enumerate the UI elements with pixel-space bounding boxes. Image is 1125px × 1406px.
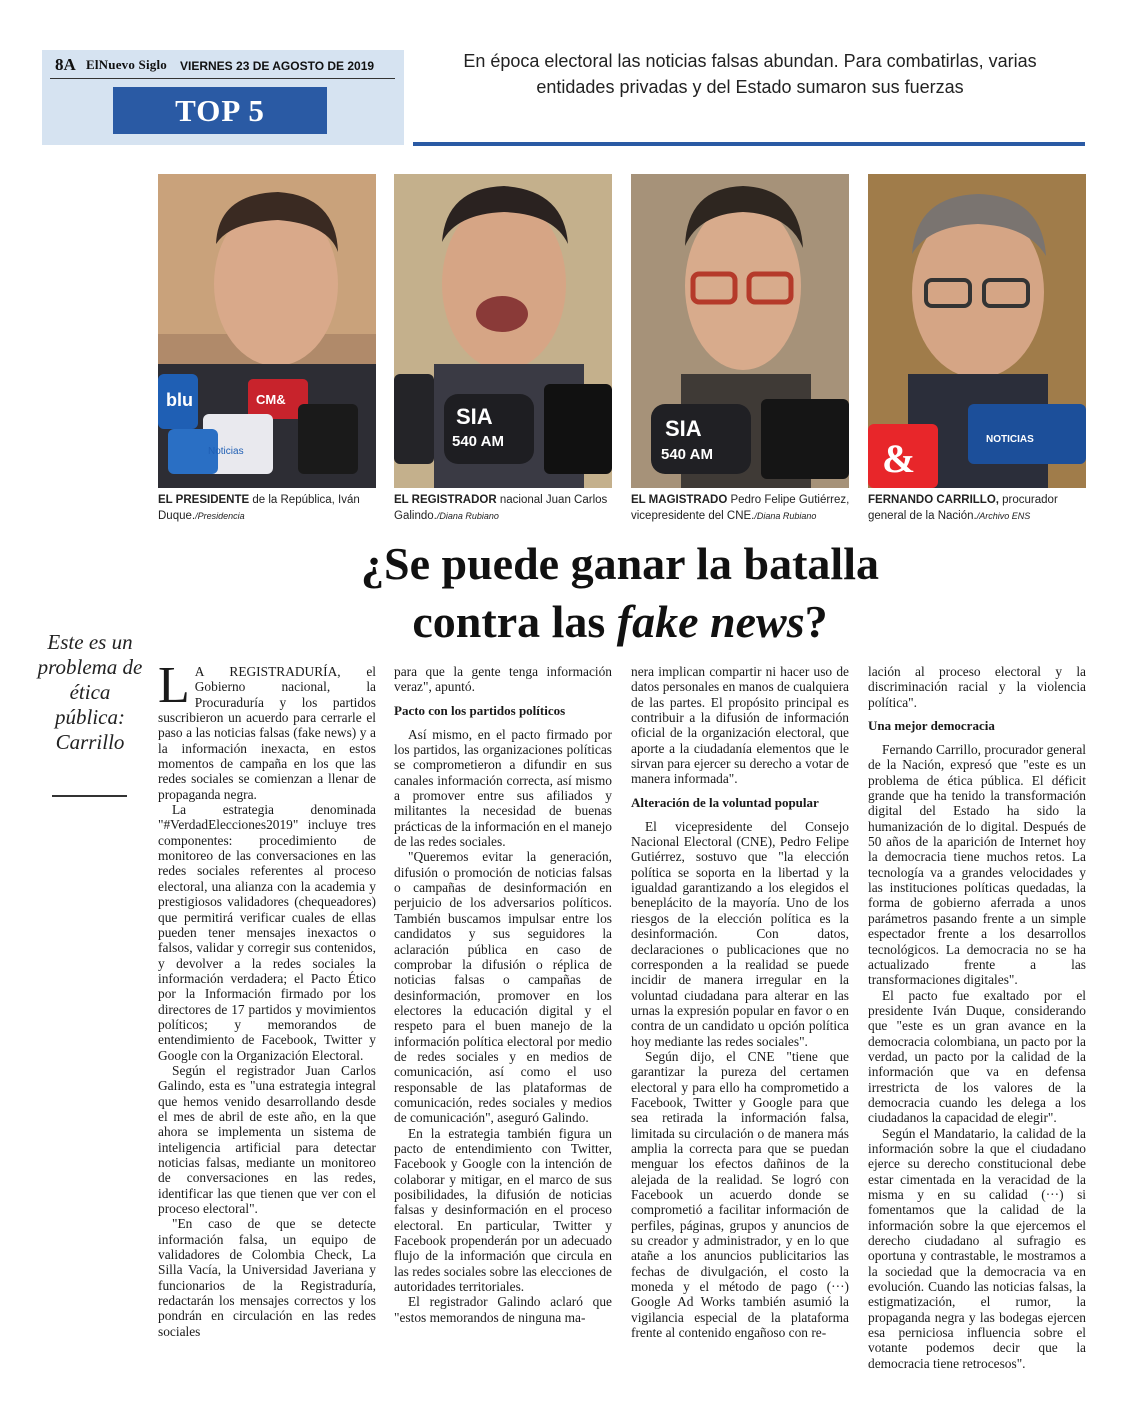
issue-date: VIERNES 23 DE AGOSTO DE 2019 bbox=[180, 59, 375, 73]
photo-president bbox=[158, 174, 376, 488]
mic-label: blu bbox=[166, 390, 193, 410]
section-label: TOP 5 bbox=[113, 87, 327, 134]
mic-label: 540 AM bbox=[661, 446, 713, 463]
newspaper-name: ElNuevo Siglo bbox=[86, 57, 167, 72]
photo-caption: EL MAGISTRADO Pedro Felipe Gutiérrez, vicepresidente del CNE./Diana Rubiano bbox=[631, 494, 850, 522]
mic-label: SIA bbox=[665, 416, 702, 441]
article-column-2: para que la gente tenga información veraz", apuntó. Pacto con los partidos políticos Así mismo, en el pacto firmado por los partidos, las organizaciones políticas se comprometieron a difundir en sus canales información correcta, así mismo a promover entre sus afiliados y militantes la necesidad de buenas prácticas de la información en el manejo de las redes sociales. "Queremos evitar la generación, difusión o promoción de noticias falsas o campañas de desinformación en perjuicio de los adversarios políticos. También buscamos impulsar entre los candidatos y sus seguidores la aclaración pública en caso de comprobar la difusión o réplica de noticias falsas o campañas de desinformación, promover en los electores la educación digital y el respeto para el buen manejo de la información política electoral por medio de redes sociales y en medios de comunicación, así como el uso responsable de las plataformas de comunicación, redes sociales y medios de comunicación", aseguró Galindo. En la estrategia también figura un pacto de entendimiento con Twitter, Facebook y Google con la intención de colaborar y mitigar, en el marco de sus posibilidades, la difusión de noticias falsas y desinformación en el proceso electoral. En particular, Twitter y Facebook propenderán por un adecuado flujo de la información que circula en las redes sociales sobre las elecciones de autoridades territoriales. El registrador Galindo aclaró que "estos memorandos de ninguna ma- bbox=[394, 664, 612, 1325]
subhead: Pacto con los partidos políticos bbox=[394, 702, 566, 718]
photo-magistrado bbox=[631, 174, 849, 488]
subhead: Una mejor democracia bbox=[868, 718, 995, 734]
photo-caption: EL REGISTRADOR nacional Juan Carlos Galindo./Diana Rubiano bbox=[394, 494, 608, 522]
pull-quote-rule bbox=[52, 795, 127, 797]
pull-quote: Este es un problema de ética pública: Carrillo bbox=[37, 630, 143, 754]
mic-label: Noticias bbox=[208, 446, 244, 457]
mic-label: & bbox=[882, 436, 916, 481]
mic-label: CM& bbox=[256, 392, 286, 407]
photo-registrador bbox=[394, 174, 612, 488]
page-number: 8A bbox=[55, 55, 76, 74]
article-column-3: nera implican compartir ni hacer uso de datos personales en manos de cualquiera de las partes. El propósito principal es contribuir a la difusión de información oficial de la organización electoral, que aporte a la ciudadanía elementos que le sirvan para ejercer su derecho a votar de manera informada". Alteración de la voluntad popular El vicepresidente del Consejo Nacional Electoral (CNE), Pedro Felipe Gutiérrez, sostuvo que "la elección política se soporta en la libertad y la igualdad garantizando a los elegidos el beneplácito de la mayoría. Uno de los riesgos de la elección política es la desinformación. Con datos, declaraciones o publicaciones que no corresponden a la realidad se puede incidir de manera irregular en la voluntad ciudadana para alterar en las urnas la expresión popular en favor o en contra de un candidato u opción política hoy mediante las redes sociales". Según dijo, el CNE "tiene que garantizar la pureza del certamen electoral y para ello ha comprometido a Facebook, Twitter y Google para que sea retirada la información falsa, limitada su circulación o de manera más amplia la correcta para que se puedan menguar los efectos dañinos de la alejada de la realidad. Se logró con Facebook un acuerdo donde se comprometió a facilitar información de perfiles, páginas, grupos y anuncios de su creador y administrador, y en lo que atañe a los anuncios publicitarios las fechas de divulgación, el costo la moneda y el método de pago (···) Google Ad Works también asumió la vigilancia especial de la plataforma frente al contenido engañoso con re- bbox=[631, 664, 849, 1341]
drop-cap: L bbox=[158, 657, 190, 714]
photo-caption: EL PRESIDENTE de la República, Iván Duque./Presidencia bbox=[158, 494, 360, 522]
header-divider bbox=[50, 78, 395, 79]
deck-rule bbox=[413, 142, 1085, 146]
article-headline: ¿Se puede ganar la batalla contra las fake news? bbox=[361, 538, 879, 647]
mic-label: NOTICIAS bbox=[986, 434, 1034, 445]
article-column-1: L A REGISTRADURÍA, el Gobierno nacional, la Procuraduría y los partidos suscribieron un acuerdo para cerrarle el paso a las noticias falsas (fake news) y a la información inexacta, en estos momentos de campaña en los que las redes sociales se comienzan a llenar de propaganda negra. La estrategia denominada "#VerdadElecciones2019" incluye tres componentes: procedimiento de monitoreo de las conversaciones en las redes sociales referentes al proceso electoral, una alianza con la academia y prestigiosos validadores (chequeadores) que permitirá verificar cuales de ellas pueden tener mensajes inexactos o falsos, validar y corregir sus contenidos, y devolver a la redes sociales la información verdadera; el Pacto Ético por la Información firmado por los directores de 17 partidos y movimientos políticos; y memorandos de entendimiento de Facebook, Twitter y Google con la Organización Electoral. Según el registrador Juan Carlos Galindo, esta es "una estrategia integral que hemos venido desarrollando desde el mes de abril de este año, en la que ahora se implementa un sistema de inteligencia artificial para detectar noticias falsas, mediante un monitoreo de conversaciones en las redes, identificar las que tienen que ver con el proceso electoral". "En caso de que se detecte información falsa, un equipo de validadores de Colombia Check, La Silla Vacía, la Universidad Javeriana y funcionarios de la Registraduría, redactarán los mensajes correctos y los pondrán en circulación en las redes sociales bbox=[158, 657, 376, 1339]
article-column-4: lación al proceso electoral y la discriminación racial y la violencia política". Una mejor democracia Fernando Carrillo, procurador general de la Nación, expresó que "este es un problema de ética pública. El déficit grande que ha tenido la transformación digital del Estado ha sido la humanización de lo digital. Después de 50 años de la aparición de Internet hoy la democracia tiene muchos retos. La tecnología va a grandes velocidades y las instituciones políticas quedadas, la forma de gobierno aferrada a unos parámetros pasando frente a un simple espectador frente a los desarrollos tecnológicos. La democracia no se ha actualizado frente a las transformaciones digitales". El pacto fue exaltado por el presidente Iván Duque, considerando que "este es un gran avance en la democracia colombiana, un pacto por la verdad, un pacto por la calidad de la información que va en defensa irrestricta de los valores de la democracia cuando les delega a los ciudadanos la capacidad de elegir". Según el Mandatario, la calidad de la información sobre la que el ciudadano ejerce su derecho constitucional debe estar cimentada en la veracidad de la misma y en su calidad (···) si fomentamos que la calidad de la información sobre la que ejercemos el derecho ciudadano al sufragio es oportuna y contrastable, le mostramos a la sociedad que la democracia va en evolución. Cuando las noticias falsas, la estigmatización, el rumor, la propaganda negra y las bodegas ejercen esa perniciosa influencia sobre el votante podemos decir que la democracia tiene retrocesos". bbox=[868, 664, 1086, 1371]
mic-label: 540 AM bbox=[452, 433, 504, 450]
article-deck: En época electoral las noticias falsas abundan. Para combatirlas, varias entidades privadas y del Estado sumaron sus fuerzas bbox=[463, 51, 1037, 97]
photo-procurador bbox=[868, 174, 1086, 488]
subhead: Alteración de la voluntad popular bbox=[631, 794, 819, 810]
mic-label: SIA bbox=[456, 404, 493, 429]
photo-caption: FERNANDO CARRILLO, procurador general de la Nación./Archivo ENS bbox=[868, 494, 1058, 522]
